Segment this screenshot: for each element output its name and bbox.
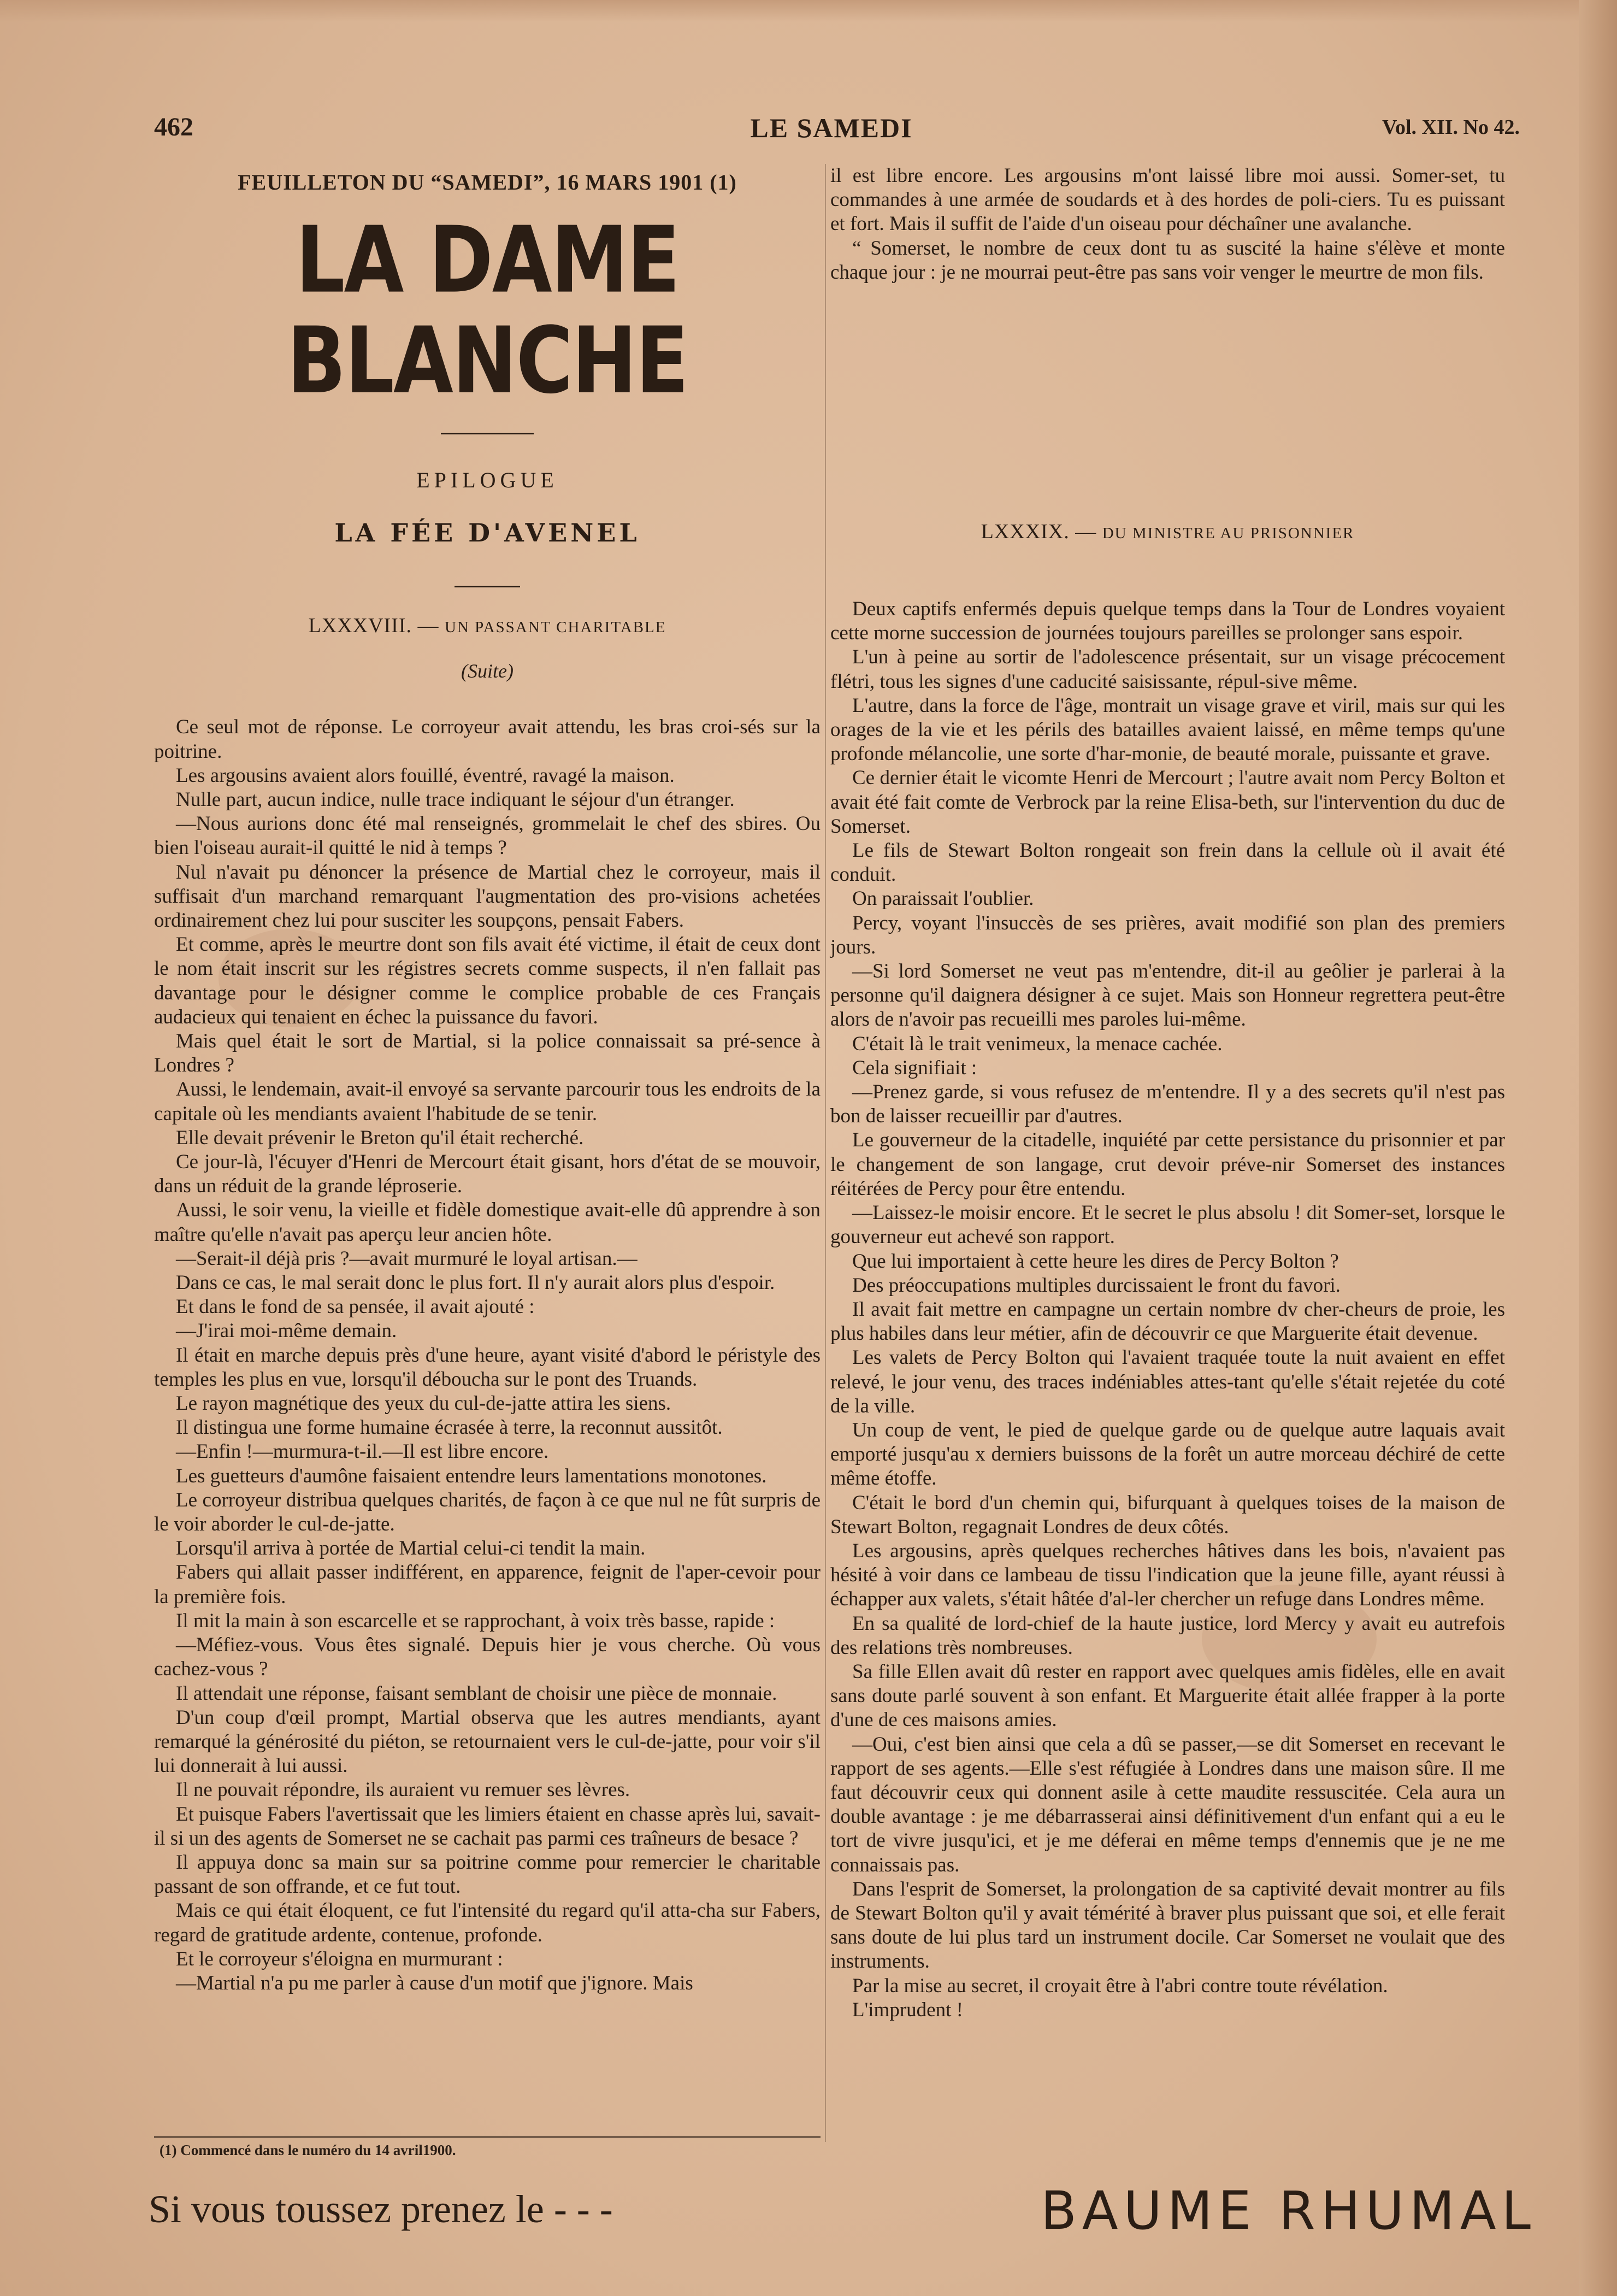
paragraph: En sa qualité de lord-chief de la haute justice, lord Mercy y avait eu autrefois des relations très nombreuses. — [830, 1612, 1505, 1659]
title-rule — [441, 433, 534, 434]
paragraph: —Laissez-le moisir encore. Et le secret le plus absolu ! dit Somer-set, lorsque le gouverneur eut achevé son rapport. — [830, 1202, 1505, 1249]
page-edge-right — [1579, 0, 1617, 2296]
feuilleton-heading: FEUILLETON DU “SAMEDI”, 16 MARS 1901 (1) — [238, 170, 737, 195]
paragraph: Sa fille Ellen avait dû rester en rapport avec quelques amis fidèles, elle en avait sans doute parlé souvent à son enfant. Et Marguerite était allée frapper à la porte d'une de ces maisons amies. — [830, 1660, 1505, 1732]
paragraph: Ce jour-là, l'écuyer d'Henri de Mercourt était gisant, hors d'état de se mouvoir, dans un réduit de la grande léproserie. — [154, 1151, 821, 1198]
paragraph: Les valets de Percy Bolton qui l'avaient traquée toute la nuit avaient en effet relevé, le jour venu, des traces indéniables attes-tant qu'elle s'était rejetée du coté de la ville. — [830, 1346, 1505, 1417]
page-number: 462 — [154, 113, 193, 142]
journal-name: LE SAMEDI — [750, 113, 913, 143]
paragraph: —Martial n'a pu me parler à cause d'un motif que j'ignore. Mais — [176, 1971, 693, 1994]
paragraph: C'était là le trait venimeux, la menace cachée. — [852, 1032, 1223, 1055]
paragraph: Dans ce cas, le mal serait donc le plus fort. Il n'y aurait alors plus d'espoir. — [176, 1271, 775, 1294]
paragraph: Les argousins avaient alors fouillé, éventré, ravagé la maison. — [176, 764, 675, 787]
paragraph: Un coup de vent, le pied de quelque garde ou de quelque autre laquais avait emporté jusqu'au x derniers buissons de la forêt un autre morceau déchiré de cette même étoffe. — [830, 1418, 1505, 1490]
paragraph: —Prenez garde, si vous refusez de m'entendre. Il y a des secrets qu'il n'est pas bon de laisser recueillir par d'autres. — [830, 1081, 1505, 1128]
left-body-text — [154, 715, 821, 1995]
epilogue-label: EPILOGUE — [416, 468, 558, 493]
right-continuation-text — [830, 164, 1505, 285]
paragraph: Il avait fait mettre en campagne un certain nombre dv cher-cheurs de proie, les plus habiles dans leur métier, afin de découvrir ce que Marguerite était devenue. — [830, 1298, 1505, 1345]
paragraph: Le rayon magnétique des yeux du cul-de-jatte attira les siens. — [176, 1392, 671, 1415]
paragraph: —Si lord Somerset ne veut pas m'entendre, dit-il au geôlier je parlerai à la personne qu'il daignera désigner à ce sujet. Mais son Honneur regrettera peut-être alors de n'avoir pas recueilli mes paroles lui-même. — [830, 960, 1505, 1031]
paragraph: L'imprudent ! — [852, 1998, 963, 2021]
suite-label: (Suite) — [461, 660, 514, 682]
paragraph: il est libre encore. Les argousins m'ont laissé libre moi aussi. Somer-set, tu commandes à une armée de soudards et à des hordes de poli-ciers. Tu es puissant et fort. Mais il suffit de l'aide d'un oiseau pour déchaîner une avalanche. — [830, 164, 1505, 236]
paragraph: —Méfiez-vous. Vous êtes signalé. Depuis hier je vous cherche. Où vous cachez-vous ? — [154, 1634, 821, 1681]
paragraph: Percy, voyant l'insuccès de ses prières, avait modifié son plan des premiers jours. — [830, 911, 1505, 958]
paragraph: On paraissait l'oublier. — [852, 887, 1034, 910]
footnote: (1) Commencé dans le numéro du 14 avril1900. — [160, 2142, 456, 2158]
paragraph: Dans l'esprit de Somerset, la prolongation de sa captivité devait montrer au fils de Stewart Bolton qu'il y avait témérité à braver plus puissant que soi, et elle ferait sans doute de lui plus tard un instrument docile. Car Somerset ne voulait que des instruments. — [830, 1877, 1505, 1973]
paragraph: Et dans le fond de sa pensée, il avait ajouté : — [176, 1296, 535, 1318]
paragraph: Par la mise au secret, il croyait être à l'abri contre toute révélation. — [852, 1974, 1388, 1997]
paragraph: —Oui, c'est bien ainsi que cela a dû se passer,—se dit Somerset en recevant le rapport de ses agents.—Elle s'est réfugiée à Londres dans une maison sûre. Il me faut découvrir ceux qui donnent asile à cette maudite ressuscitée. Cela aura un double avantage : je me débarrasserai ainsi définitivement d'un enfant qui a eu le tort de vivre jusqu'ici, et je me déferai en même temps d'ennemis que je ne me connaissais pas. — [830, 1733, 1505, 1876]
paragraph: “ Somerset, le nombre de ceux dont tu as suscité la haine s'élève et monte chaque jour : je ne mourrai peut-être pas sans voir venger le meurtre de mon fils. — [830, 237, 1505, 284]
paragraph: Les argousins, après quelques recherches hâtives dans les bois, n'avaient pas hésité à voir dans ce lambeau de tissu l'indication que la jeune fille, ayant réussi à échapper aux valets, s'était hâtée d'al-ler chercher un refuge dans Londres même. — [830, 1539, 1505, 1611]
paragraph: D'un coup d'œil prompt, Martial observa que les autres mendiants, ayant remarqué la générosité du piéton, se retournaient vers le cul-de-jatte, pour voir s'il lui donnerait à lui aussi. — [154, 1706, 821, 1777]
volume-info: Vol. XII. No 42. — [1382, 116, 1520, 139]
paragraph: Aussi, le lendemain, avait-il envoyé sa servante parcourir tous les endroits de la capitale où les mendiants avaient l'habitude de se tenir. — [154, 1078, 821, 1125]
paragraph: Il attendait une réponse, faisant semblant de choisir une pièce de monnaie. — [176, 1682, 777, 1705]
paragraph: Et comme, après le meurtre dont son fils avait été victime, il était de ceux dont le nom était inscrit sur les régistres secrets comme suspects, il n'en fallait pas davantage pour le désigner comme le complice probable de ces Français audacieux qui tenaient en échec la puissance du favori. — [154, 933, 821, 1028]
paragraph: Il distingua une forme humaine écrasée à terre, la reconnut aussitôt. — [176, 1416, 723, 1439]
chapter-name: UN PASSANT CHARITABLE — [444, 619, 666, 637]
paragraph: Que lui importaient à cette heure les dires de Percy Bolton ? — [852, 1250, 1339, 1273]
paragraph: Ce seul mot de réponse. Le corroyeur avait attendu, les bras croi-sés sur la poitrine. — [154, 716, 821, 763]
subtitle-rule — [455, 586, 520, 587]
paragraph: Des préoccupations multiples durcissaient le front du favori. — [852, 1274, 1341, 1297]
paragraph: Mais ce qui était éloquent, ce fut l'intensité du regard qu'il atta-cha sur Fabers, regard de gratitude ardente, contenue, profonde. — [154, 1899, 821, 1946]
paragraph: Deux captifs enfermés depuis quelque temps dans la Tour de Londres voyaient cette morne succession de journées toujours pareilles se prolonger sans espoir. — [830, 598, 1505, 645]
story-title: LA DAME BLANCHE — [287, 207, 688, 415]
paragraph: Aussi, le soir venu, la vieille et fidèle domestique avait-elle dû apprendre à son maître qu'elle n'avait pas aperçu leur ancien hôte. — [154, 1199, 821, 1246]
paragraph: Il mit la main à son escarcelle et se rapprochant, à voix très basse, rapide : — [176, 1609, 775, 1632]
paragraph: Nul n'avait pu dénoncer la présence de Martial chez le corroyeur, mais il suffisait d'un marchand remarquant l'augmentation des pro-visions achetées ordinairement chez lui pour susciter les soupçons, pensait Fabers. — [154, 861, 821, 932]
ad-text: Si vous toussez prenez le - - - — [149, 2187, 613, 2231]
paragraph: —Serait-il déjà pris ?—avait murmuré le loyal artisan.— — [176, 1247, 638, 1270]
paragraph: —Enfin !—murmura-t-il.—Il est libre encore. — [176, 1440, 549, 1463]
chapter-heading-left — [154, 614, 821, 638]
footnote-rule — [154, 2136, 821, 2138]
paragraph: Les guetteurs d'aumône faisaient entendre leurs lamentations monotones. — [176, 1464, 767, 1487]
paragraph: —J'irai moi-même demain. — [176, 1320, 397, 1343]
paragraph: Nulle part, aucun indice, nulle trace indiquant le séjour d'un étranger. — [176, 788, 735, 811]
paragraph: Fabers qui allait passer indifférent, en apparence, feignit de l'aper-cevoir pour la première fois. — [154, 1561, 821, 1608]
paragraph: —Nous aurions donc été mal renseignés, grommelait le chef des sbires. Ou bien l'oiseau aurait-il quitté le nid à temps ? — [154, 813, 821, 859]
paragraph: Le fils de Stewart Bolton rongeait son frein dans la cellule où il avait été conduit. — [830, 839, 1505, 886]
paragraph: L'autre, dans la force de l'âge, montrait un visage grave et viril, mais sur qui les orages de la vie et les périls des batailles avaient laissé, en même temps qu'une profonde mélancolie, une sorte d'har-monie, de beauté morale, puissante et grave. — [830, 694, 1505, 766]
paragraph: Et puisque Fabers l'avertissait que les limiers étaient en chasse après lui, savait-il si un des agents de Somerset ne se cachait pas parmi ces traîneurs de besace ? — [154, 1803, 821, 1850]
left-column — [154, 164, 821, 1995]
paragraph: Mais quel était le sort de Martial, si la police connaissait sa pré-sence à Londres ? — [154, 1030, 821, 1077]
paragraph: Le corroyeur distribua quelques charités, de façon à ce que nul ne fût surpris de le voir aborder le cul-de-jatte. — [154, 1488, 821, 1536]
paragraph: Le gouverneur de la citadelle, inquiété par cette persistance du prisonnier et par le changement de son langage, crut devoir préve-nir Somerset des instances réitérées de Percy pour être entendu. — [830, 1129, 1505, 1200]
paragraph: Et le corroyeur s'éloigna en murmurant : — [176, 1947, 503, 1970]
ad-brand: BAUME RHUMAL — [1041, 2180, 1536, 2241]
paragraph: Lorsqu'il arriva à portée de Martial celui-ci tendit la main. — [176, 1537, 646, 1560]
paragraph: Cela signifiait : — [852, 1056, 977, 1079]
chapter-number: LXXXIX. — — [981, 520, 1097, 544]
chapter-number: LXXXVIII. — — [308, 614, 439, 638]
advertisement — [149, 2180, 1536, 2240]
part-subtitle: LA FÉE D'AVENEL — [334, 518, 640, 548]
paragraph: Il était en marche depuis près d'une heure, ayant visité d'abord le péristyle des temples les plus en vue, lorsqu'il déboucha sur le pont des Truands. — [154, 1344, 821, 1391]
page-edge-top — [0, 0, 1617, 22]
right-column — [830, 164, 1505, 2022]
column-divider — [825, 164, 826, 2142]
page-header — [154, 112, 1520, 150]
paragraph: C'était le bord d'un chemin qui, bifurquant à quelques toises de la maison de Stewart Bolton, regagnait Londres de deux côtés. — [830, 1491, 1505, 1538]
chapter-name: DU MINISTRE AU PRISONNIER — [1102, 525, 1355, 543]
paragraph: Ce dernier était le vicomte Henri de Mercourt ; l'autre avait nom Percy Bolton et avait été fait comte de Verbrock par la reine Elisa-beth, sur l'intervention du duc de Somerset. — [830, 767, 1505, 838]
paragraph: Il ne pouvait répondre, ils auraient vu remuer ses lèvres. — [176, 1779, 630, 1802]
chapter-heading-right — [830, 520, 1505, 544]
paragraph: Il appuya donc sa main sur sa poitrine comme pour remercier le charitable passant de son offrande, et ce fut tout. — [154, 1851, 821, 1898]
right-body-text — [830, 597, 1505, 2022]
paragraph: Elle devait prévenir le Breton qu'il était recherché. — [176, 1126, 584, 1149]
paragraph: L'un à peine au sortir de l'adolescence présentait, sur un visage précocement flétri, tous les signes d'une caducité saisissante, répul-sive même. — [830, 646, 1505, 693]
